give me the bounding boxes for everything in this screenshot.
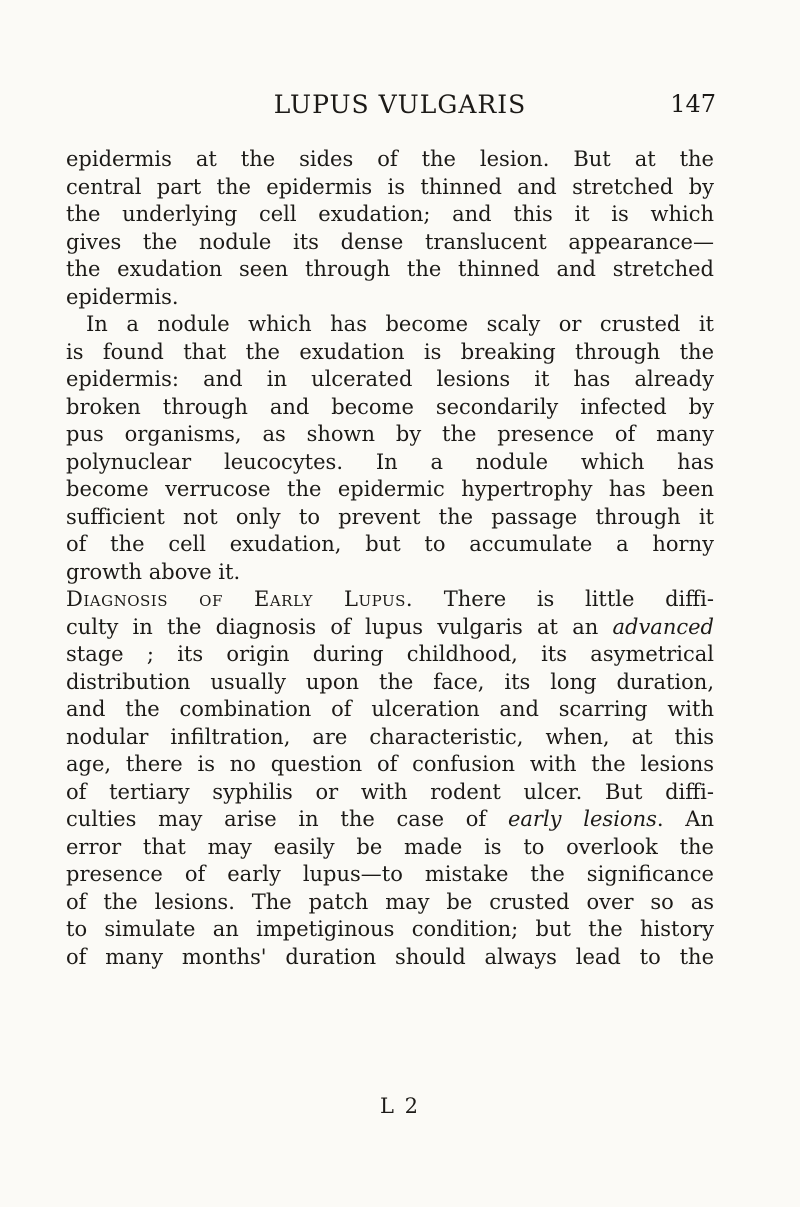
text-line: epidermis at the sides of the lesion. But at the xyxy=(66,147,714,171)
text-line: gives the nodule its dense translucent appearance— xyxy=(66,229,714,254)
text-line: of tertiary syphilis or with rodent ulcer. But diffi- xyxy=(66,779,714,804)
text-line: central part the epidermis is thinned and stretched by xyxy=(66,174,714,199)
signature-mark: L 2 xyxy=(380,1094,420,1118)
text-line: of the lesions. The patch may be crusted over so as xyxy=(66,889,714,914)
text-line: error that may easily be made is to overlook the xyxy=(66,834,714,859)
text-line: distribution usually upon the face, its long duration, xyxy=(66,669,714,694)
text-fragment: culties may arise in the case of xyxy=(66,807,487,831)
text-line: pus organisms, as shown by the presence of many xyxy=(66,422,714,446)
text-line: epidermis. xyxy=(66,284,179,309)
section-heading: Diagnosis of Early Lupus. xyxy=(66,587,414,611)
section-heading-line xyxy=(66,586,714,614)
text-line: sufficient not only to prevent the passage through it xyxy=(66,504,714,529)
text-line: of many months' duration should always lead to the xyxy=(66,944,714,969)
text-line: nodular infiltration, are characteristic, when, at this xyxy=(66,724,714,749)
italic-advanced: advanced xyxy=(612,614,714,639)
text-line xyxy=(66,806,714,834)
text-line: stage ; its origin during childhood, its asymetrical xyxy=(66,642,714,666)
text-line: become verrucose the epidermic hypertrophy has been xyxy=(66,477,714,501)
text-line: broken through and become secondarily infected by xyxy=(66,394,714,419)
text-fragment: There is little diffi- xyxy=(443,587,714,611)
running-title: LUPUS VULGARIS xyxy=(273,90,527,119)
text-line: and the combination of ulceration and scarring with xyxy=(66,697,714,721)
page-number: 147 xyxy=(670,90,716,118)
text-line: of the cell exudation, but to accumulate a horny xyxy=(66,532,714,556)
text-fragment: culty in the diagnosis of lupus vulgaris at an xyxy=(66,614,599,639)
italic-early-lesions: early lesions xyxy=(507,807,657,831)
text-line: is found that the exudation is breaking through the xyxy=(66,339,714,364)
body-text xyxy=(66,146,714,971)
text-line: presence of early lupus—to mistake the significance xyxy=(66,862,714,886)
text-line: age, there is no question of confusion with the lesions xyxy=(66,752,714,776)
text-line xyxy=(66,614,714,642)
text-fragment: . An xyxy=(656,807,714,831)
text-line: to simulate an impetiginous condition; but the history xyxy=(66,917,714,941)
paragraph-start-line xyxy=(66,311,714,339)
text-line: polynuclear leucocytes. In a nodule which has xyxy=(66,449,714,474)
text-line: epidermis: and in ulcerated lesions it has already xyxy=(66,367,714,391)
text-line: In a nodule which has become scaly or crusted it xyxy=(86,312,714,336)
running-head xyxy=(0,88,800,128)
text-line: the exudation seen through the thinned and stretched xyxy=(66,257,714,281)
text-line: growth above it. xyxy=(66,559,241,584)
text-line: the underlying cell exudation; and this it is which xyxy=(66,202,714,226)
